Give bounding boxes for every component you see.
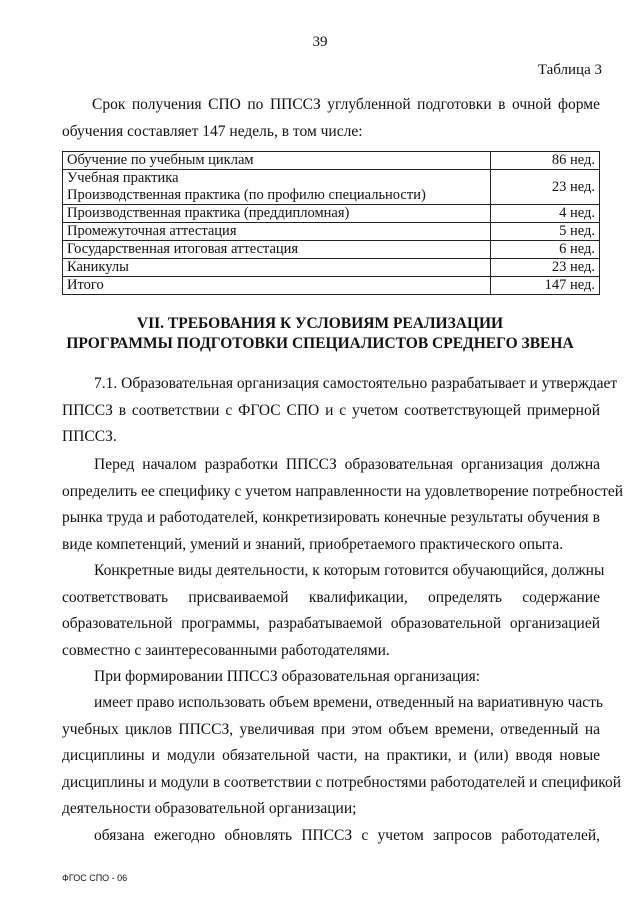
table-cell-value: 23 нед.: [491, 259, 600, 277]
footer-code: ФГОС СПО - 06: [62, 873, 128, 883]
table-row: [63, 223, 600, 241]
paragraph-line: определить ее специфику с учетом направленности на удовлетворение потребностей: [62, 482, 624, 500]
paragraph-line: 7.1. Образовательная организация самостоятельно разрабатывает и утверждает: [94, 375, 618, 392]
table-cell-label: Итого: [63, 277, 491, 295]
paragraph-obligations: [62, 823, 600, 850]
intro-paragraph: [62, 92, 600, 145]
table-row: [63, 205, 600, 223]
paragraph-line: учебных циклов ППССЗ, увеличивая при этом объем времени, отведенный на: [62, 720, 600, 738]
paragraph-7-1: [62, 371, 618, 451]
paragraph-line: дисциплины и модули обязательной части, на практики, и (или) вводя новые: [62, 747, 600, 764]
paragraph-line: виде компетенций, умений и знаний, приобретаемого практического опыта.: [62, 535, 564, 553]
table-row: [63, 152, 600, 170]
table-cell-value: 23 нед.: [491, 170, 600, 205]
table-cell-value: 86 нед.: [491, 152, 600, 170]
table-cell-label: Государственная итоговая аттестация: [63, 241, 491, 259]
table-cell-value: 5 нед.: [491, 223, 600, 241]
paragraph-line: деятельности образовательной организации;: [62, 800, 357, 817]
intro-line-2: обучения составляет 147 недель, в том числе:: [62, 122, 363, 140]
paragraph-rights: [62, 690, 622, 823]
paragraph-activities: [62, 558, 605, 664]
paragraph-line: ППССЗ в соответствии с ФГОС СПО и с учетом соответствующей примерной: [62, 401, 600, 419]
paragraph-line: дисциплины и модули в соответствии с потребностями работодателей и спецификой: [62, 773, 622, 791]
paragraph-forming: [62, 664, 600, 691]
page-number: 39: [312, 34, 328, 50]
table-cell-label: Обучение по учебным циклам: [63, 152, 491, 170]
paragraph-line: совместно с заинтересованными работодателями.: [62, 641, 390, 659]
section-heading: [0, 314, 640, 354]
table-row: [63, 241, 600, 259]
paragraph-development: [62, 452, 624, 558]
table-cell-value: 147 нед.: [491, 277, 600, 295]
paragraph-line: ППССЗ.: [62, 428, 117, 445]
paragraph-line: рынка труда и работодателей, конкретизировать конечные результаты обучения в: [62, 509, 600, 526]
table-row: [63, 259, 600, 277]
section-heading-line-2: ПРОГРАММЫ ПОДГОТОВКИ СПЕЦИАЛИСТОВ СРЕДНЕГО ЗВЕНА: [66, 335, 574, 352]
intro-line-1: Срок получения СПО по ППССЗ углубленной подготовки в очной форме: [92, 96, 600, 113]
paragraph-line: образовательной программы, разрабатываемой образовательной организацией: [62, 615, 600, 632]
section-heading-line-1: VII. ТРЕБОВАНИЯ К УСЛОВИЯМ РЕАЛИЗАЦИИ: [136, 315, 504, 332]
paragraph-line: обязана ежегодно обновлять ППССЗ с учетом запросов работодателей,: [94, 827, 600, 844]
table-cell-value: 6 нед.: [491, 241, 600, 259]
paragraph-line: При формировании ППССЗ образовательная организация:: [94, 668, 481, 685]
table-row: [63, 170, 600, 205]
table-cell-label: Промежуточная аттестация: [63, 223, 491, 241]
table-cell-label: Каникулы: [63, 259, 491, 277]
table-label: Таблица 3: [537, 62, 602, 78]
table-cell-label: [63, 170, 491, 205]
paragraph-line: соответствовать присваиваемой квалификации, определять содержание: [62, 588, 600, 606]
table-cell-label-line-1: Учебная практика: [67, 170, 179, 186]
paragraph-line: имеет право использовать объем времени, отведенный на вариативную часть: [94, 694, 604, 711]
table-cell-label: Производственная практика (преддипломная): [63, 205, 491, 223]
schedule-table: [62, 151, 600, 295]
paragraph-line: Конкретные виды деятельности, к которым готовится обучающийся, должны: [94, 562, 605, 579]
table-cell-label-line-2: Производственная практика (по профилю специальности): [67, 187, 426, 203]
table-cell-value: 4 нед.: [491, 205, 600, 223]
table-row: [63, 277, 600, 295]
paragraph-line: Перед началом разработки ППССЗ образовательная организация должна: [94, 456, 600, 473]
